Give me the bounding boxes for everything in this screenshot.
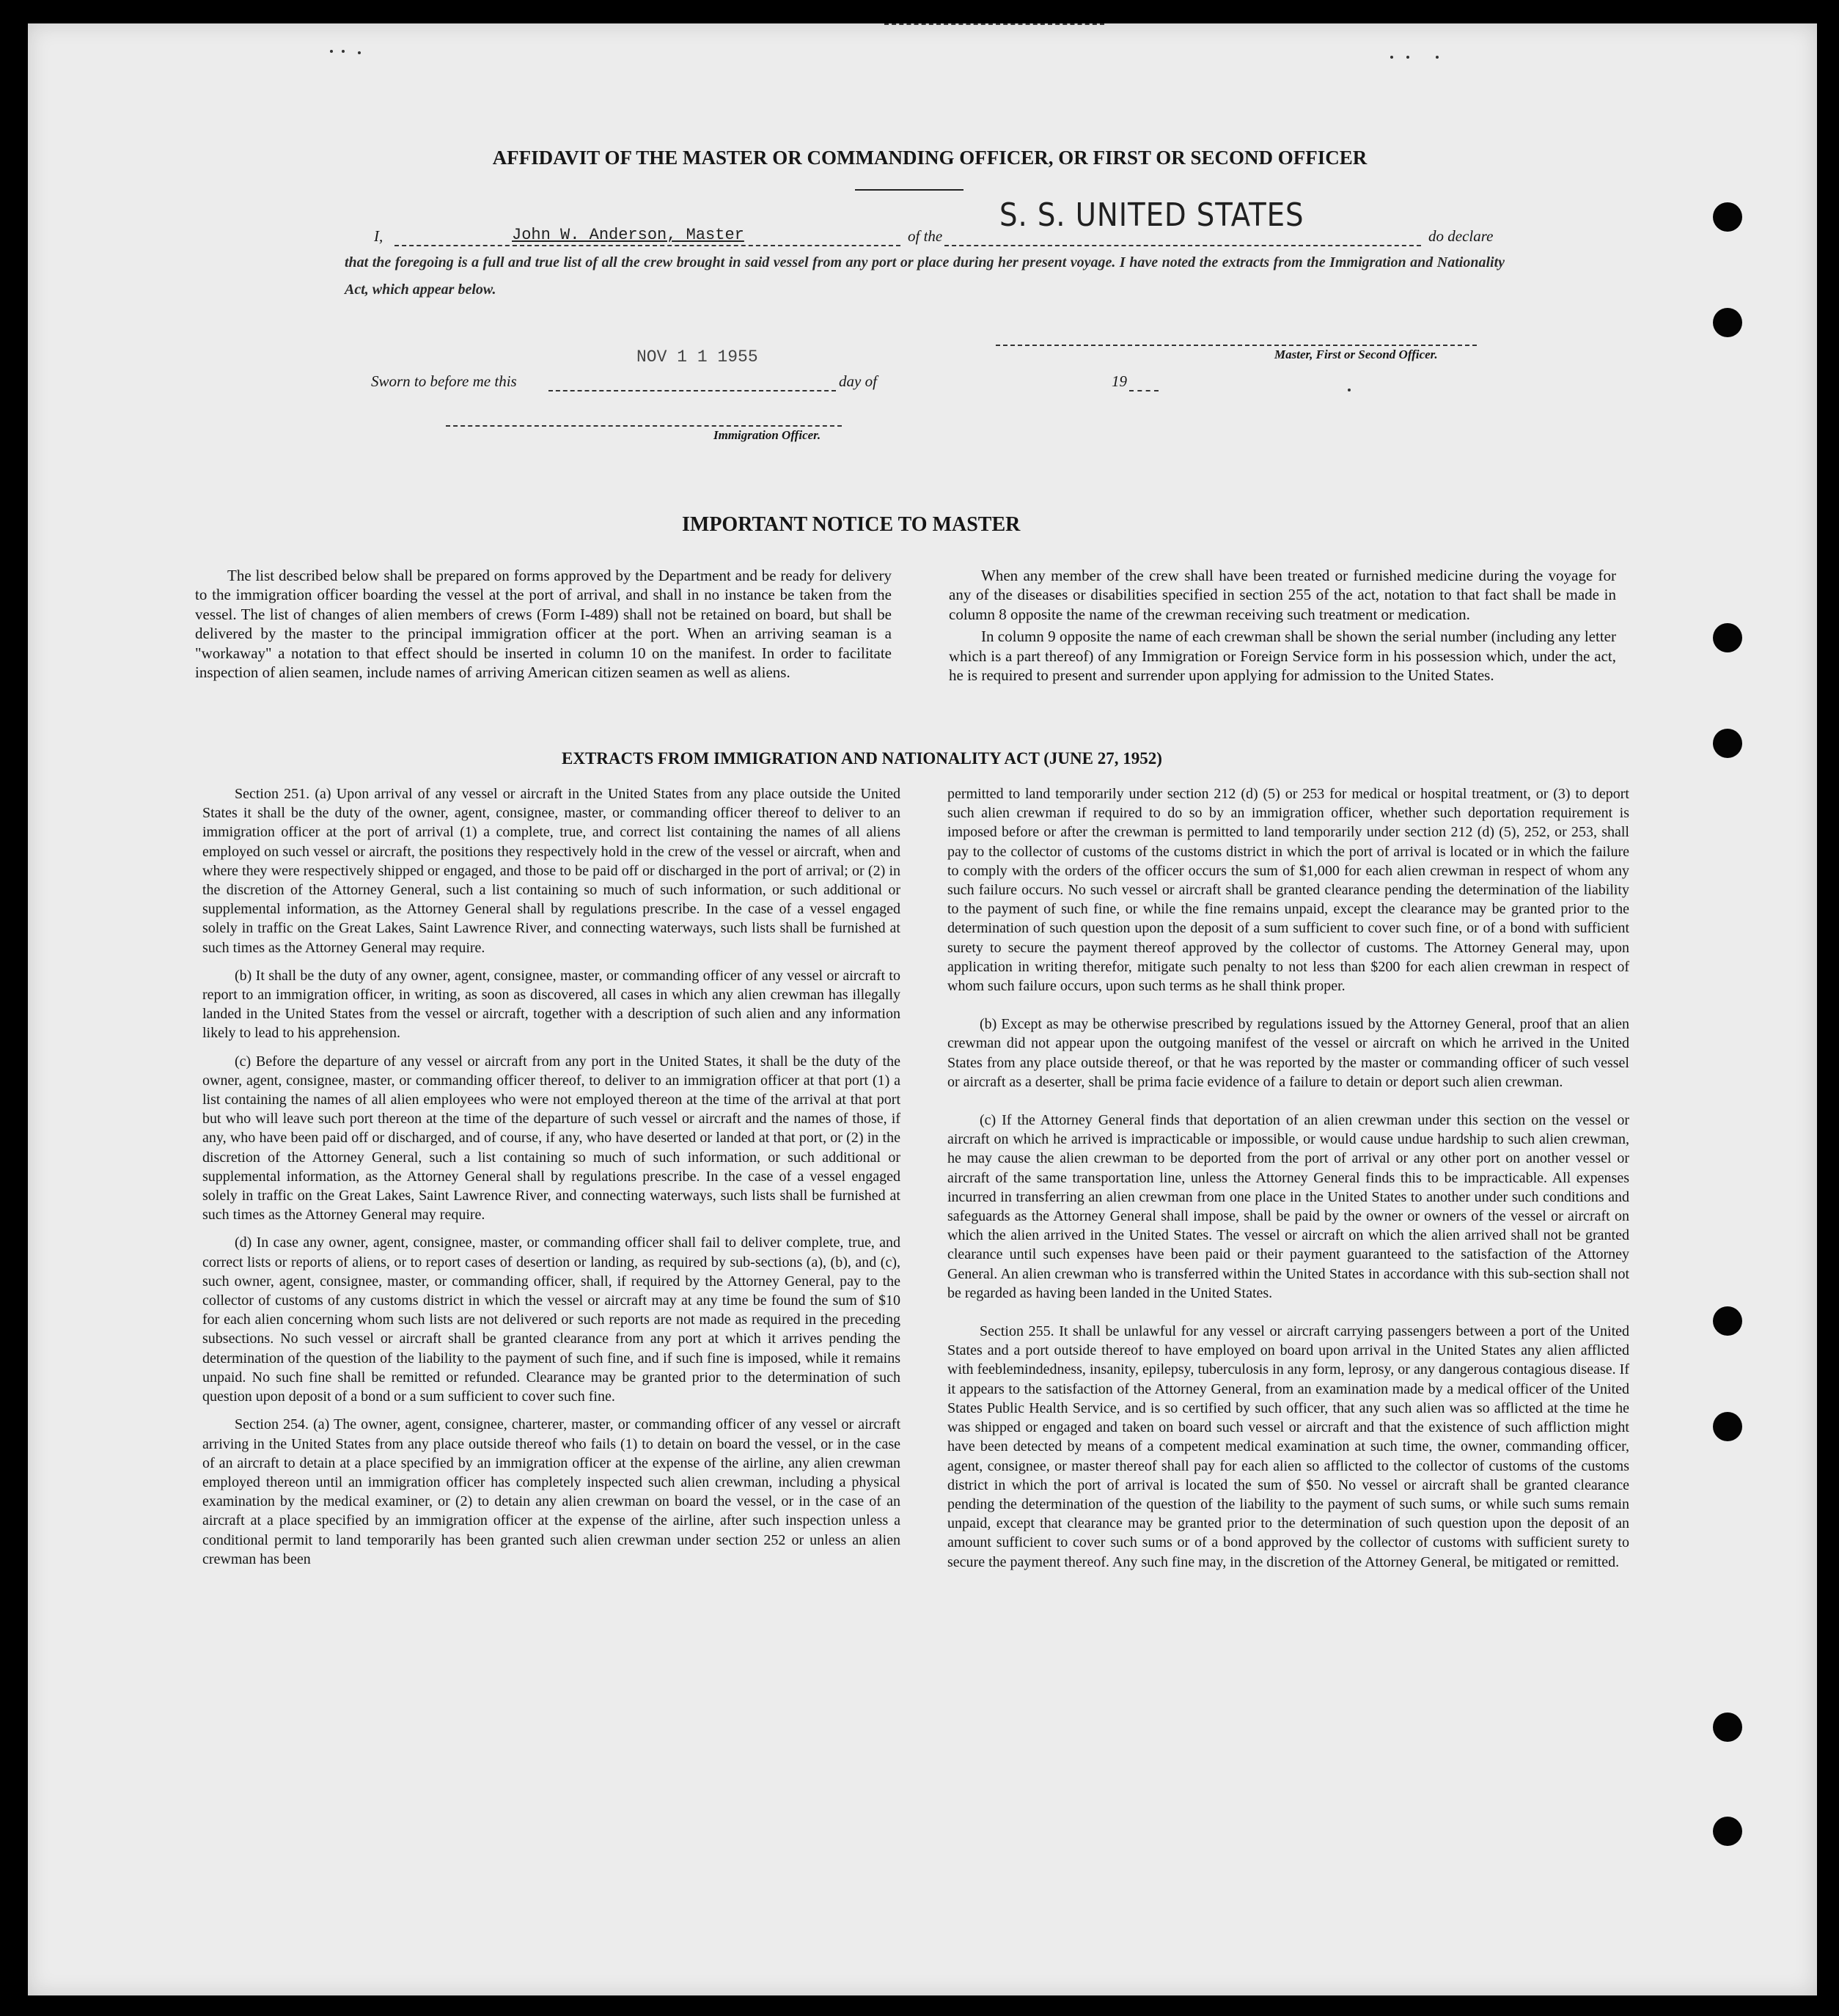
section-251-d: (d) In case any owner, agent, consignee, master, or commanding officer shall fail to deliver complete, true, and correct lists or reports of aliens, or to report cases of desertion or landing, as required by sub-sections (a), (b), and (c), such owner, agent, consignee, master, or commanding officer, shall, if required by the Attorney General, pay to the collector of customs of any customs district in which the vessel or aircraft may at any time be found the sum of $10 for each alien concerning whom such lists are not delivered or such reports are not made as required in the preceding subsections. No such vessel or aircraft shall be granted clearance from any port at which it arrives pending the determination of the question of the liability to the payment of such fine, and if such fine is imposed, while it remains unpaid. No such fine shall be remitted or refunded. Clearance may be granted prior to the determination of such question upon deposit of a bond or a sum sufficient to cover such fine. [202, 1235, 900, 1405]
section-254-a-continued: permitted to land temporarily under section 212 (d) (5) or 253 for medical or hospital treatment, or (3) to deport such alien crewman if required to do so by an immigration officer, whether such deportation requirement is imposed before or after the crewman is permitted to land temporarily under section 212 (d) (5), 252, or 253, shall pay to the collector of customs of the customs district in which the port of arrival is located or in which the failure to comply with the orders of the officer occurs the sum of $1,000 for each alien crewman in respect of whom any such failure occurs. No such vessel or aircraft shall be granted clearance pending the determination of the liability to the payment of such fine, or while the fine remains unpaid, except the clearance may be granted prior to the determination of such question upon the deposit of a sum sufficient to cover such fine, or of a bond with sufficient surety to secure the payment thereof approved by the collector of customs. The Attorney General may, upon application in writing therefor, mitigate such penalty to not less than $200 for each alien crewman in respect of whom such failure occurs, upon such terms as he shall think proper. [947, 786, 1629, 995]
scan-speck [1436, 56, 1439, 59]
year-line [1129, 390, 1159, 391]
punch-hole [1713, 308, 1742, 337]
extracts-left-column [202, 784, 900, 1578]
officer-signature-line [446, 425, 842, 427]
officer-signature-label: Immigration Officer. [713, 428, 821, 442]
extracts-title: EXTRACTS FROM IMMIGRATION AND NATIONALITY ACT (JUNE 27, 1952) [562, 749, 1162, 768]
do-declare-label: do declare [1428, 227, 1494, 245]
notice-right-paragraph-2: In column 9 opposite the name of each crewman shall be shown the serial number (including any letter which is a part thereof) of any Immigration or Foreign Service form in his possession which, under the act, he is required to present and surrender upon applying for admission to the United States. [949, 628, 1616, 685]
month-line [884, 23, 1104, 25]
notice-right-column [949, 566, 1616, 694]
section-251-a: Section 251. (a) Upon arrival of any vessel or aircraft in the United States from any place outside the United States it shall be the duty of the owner, agent, consignee, master, or commanding officer thereof to deliver to an immigration officer at the port of arrival (1) a complete, true, and correct list containing the names of all aliens employed on such vessel or aircraft, the positions they respectively hold in the crew of the vessel or aircraft, when and where they were respectively shipped or engaged, and those to be paid off or discharged in the port of arrival; or (2) in the discretion of the Attorney General, such a list containing so much of such information, or such additional or supplemental information, as the Attorney General shall by regulations prescribe. In the case of a vessel engaged solely in traffic on the Great Lakes, Saint Lawrence River, and connecting waterways, such lists shall be furnished at such times as the Attorney General may require. [202, 786, 900, 956]
year-prefix: 19 [1112, 372, 1127, 390]
declaration-text: that the foregoing is a full and true list of all the crew brought in said vessel from any port or place during her present voyage. I have noted the extracts from the Immigration and Nationality Act, which appear below. [345, 254, 1505, 298]
sworn-date-line [548, 390, 836, 391]
affidavit-title: AFFIDAVIT OF THE MASTER OR COMMANDING OFFICER, OR FIRST OR SECOND OFFICER [492, 147, 1368, 169]
punch-hole [1713, 1306, 1742, 1336]
title-rule [855, 189, 963, 191]
sworn-label: Sworn to before me this [371, 372, 517, 390]
punch-hole [1713, 1412, 1742, 1441]
vessel-name-stamp: S. S. UNITED STATES [999, 196, 1304, 234]
punch-hole [1713, 202, 1742, 232]
notice-right-paragraph-1: When any member of the crew shall have been treated or furnished medicine during the voyage for any of the diseases or disabilities specified in section 255 of the act, notation to that fact shall be made in column 8 opposite the name of the crewman receiving such treatment or medication. [949, 567, 1616, 623]
scan-speck [358, 51, 361, 54]
scan-speck [342, 50, 345, 53]
scan-speck [1348, 389, 1351, 391]
master-signature-label: Master, First or Second Officer. [1274, 347, 1438, 361]
notice-left-paragraph: The list described below shall be prepared on forms approved by the Department and be ready for delivery to the immigration officer boarding the vessel at the port of arrival, and shall in no instance be taken from the vessel. The list of changes of alien members of crews (Form I-489) shall not be retained on board, but shall be delivered by the master to the principal immigration officer at the port. When an arriving seaman is a "workaway" a notation to that effect should be inserted in column 10 on the manifest. In order to facilitate inspection of alien seamen, include names of arriving American citizen seamen as well as aliens. [195, 567, 892, 682]
section-251-b: (b) It shall be the duty of any owner, agent, consignee, master, or commanding officer of any vessel or aircraft to report to an immigration officer, in writing, as soon as discovered, all cases in which any alien crewman has illegally landed in the United States from the vessel or aircraft, together with a description of such alien and any information likely to lead to his apprehension. [202, 967, 900, 1042]
section-254-a: Section 254. (a) The owner, agent, consignee, charterer, master, or commanding officer of any vessel or aircraft arriving in the United States from any place outside thereof who fails (1) to detain on board the vessel, or in the case of an aircraft to detain at a place specified by an immigration officer at the expense of the airline, any alien crewman employed thereon until an immigration officer has completely inspected such alien crewman, including a physical examination by the medical examiner, or (2) to detain any alien crewman on board the vessel, or in the case of an aircraft at a place specified by an immigration officer at the expense of the airline, after such inspection unless a conditional permit to land temporarily has been granted such alien crewman under section 252 or unless an alien crewman has been [202, 1416, 900, 1567]
section-251-c: (c) Before the departure of any vessel or aircraft from any port in the United States, it shall be the duty of the owner, agent, consignee, master, or commanding officer thereof, to deliver to an immigration officer at that port (1) a list containing the names of all alien employees who were not employed thereon at the time of the arrival at that port but who will leave such port thereon at the time of the departure of such vessel or aircraft and the names of those, if any, who have been paid off or discharged, and of course, if any, who have deserted or landed at that port, or (2) in the discretion of the Attorney General, such a list containing so much of such information, or such additional or supplemental information, as the Attorney General shall by regulations prescribe. In the case of a vessel engaged solely in traffic on the Great Lakes, Saint Lawrence River, and connecting waterways, such lists shall be furnished at such times as the Attorney General may require. [202, 1053, 900, 1224]
section-255: Section 255. It shall be unlawful for any vessel or aircraft carrying passengers between a port of the United States and a port outside thereof to have employed on board upon arrival in the United States any alien afflicted with feeblemindedness, insanity, epilepsy, tuberculosis in any form, leprosy, or any dangerous contagious disease. If it appears to the satisfaction of the Attorney General, from an examination made by a medical officer of the United States Public Health Service, and is so certified by such officer, that any such alien was so afflicted at the time he was shipped or engaged and taken on board such vessel or aircraft and that the existence of such affliction might have been detected by means of a competent medical examination at such time, the owner, commanding officer, agent, consignee, or master thereof shall pay for each alien so afflicted to the collector of customs of the customs district in which the port of arrival is located the sum of $50. No vessel or aircraft shall be granted clearance pending the determination of the question of the liability to the payment of such sums, or while such sums remain unpaid, except that clearance may be granted prior to the determination of such question upon the deposit of an amount sufficient to cover such sums or of a bond approved by the collector of customs with sufficient surety to secure the payment thereof. Any such fine may, in the discretion of the Attorney General, be mitigated or remitted. [947, 1323, 1629, 1570]
of-the-label: of the [908, 227, 943, 245]
document-page [28, 23, 1817, 1995]
scan-speck [1390, 56, 1393, 59]
extracts-right-column [947, 784, 1629, 1581]
day-of-label: day of [839, 372, 877, 390]
master-name: John W. Anderson, Master [512, 226, 744, 244]
notice-left-column [195, 566, 892, 691]
date-stamp: NOV 1 1 1955 [636, 347, 758, 367]
scan-speck [330, 50, 333, 53]
section-254-b: (b) Except as may be otherwise prescribed by regulations issued by the Attorney General, proof that an alien crewman did not appear upon the outgoing manifest of the vessel or aircraft on which he arrived in the United States from any place outside thereof, or that he was reported by the master or commanding officer of such vessel or aircraft as a deserter, shall be prima facie evidence of a failure to detain or deport such alien crewman. [947, 1016, 1629, 1090]
punch-hole [1713, 1817, 1742, 1846]
punch-hole [1713, 729, 1742, 758]
master-name-line [394, 245, 900, 246]
master-signature-line [996, 345, 1477, 346]
punch-hole [1713, 623, 1742, 652]
i-label: I, [374, 227, 383, 245]
punch-hole [1713, 1713, 1742, 1742]
scan-speck [1406, 56, 1409, 59]
notice-title: IMPORTANT NOTICE TO MASTER [682, 513, 1021, 536]
vessel-line [944, 245, 1421, 246]
section-254-c: (c) If the Attorney General finds that deportation of an alien crewman under this section on the vessel or aircraft on which he arrived is impracticable or impossible, or would cause undue hardship to such alien crewman, he may cause the alien crewman to be deported from the port of arrival or any other port on another vessel or aircraft of the same transportation line, unless the Attorney General finds this to be impracticable. All expenses incurred in transferring an alien crewman from one place in the United States to another under such conditions and safeguards as the Attorney General shall impose, shall be paid by the owner or owners of the vessel or aircraft on which the alien arrived in the United States. The vessel or aircraft on which the alien arrived shall not be granted clearance until such expenses have been paid or their payment guaranteed to the satisfaction of the Attorney General. An alien crewman who is transferred within the United States in accordance with this sub-section shall not be regarded as having been landed in the United States. [947, 1112, 1629, 1301]
